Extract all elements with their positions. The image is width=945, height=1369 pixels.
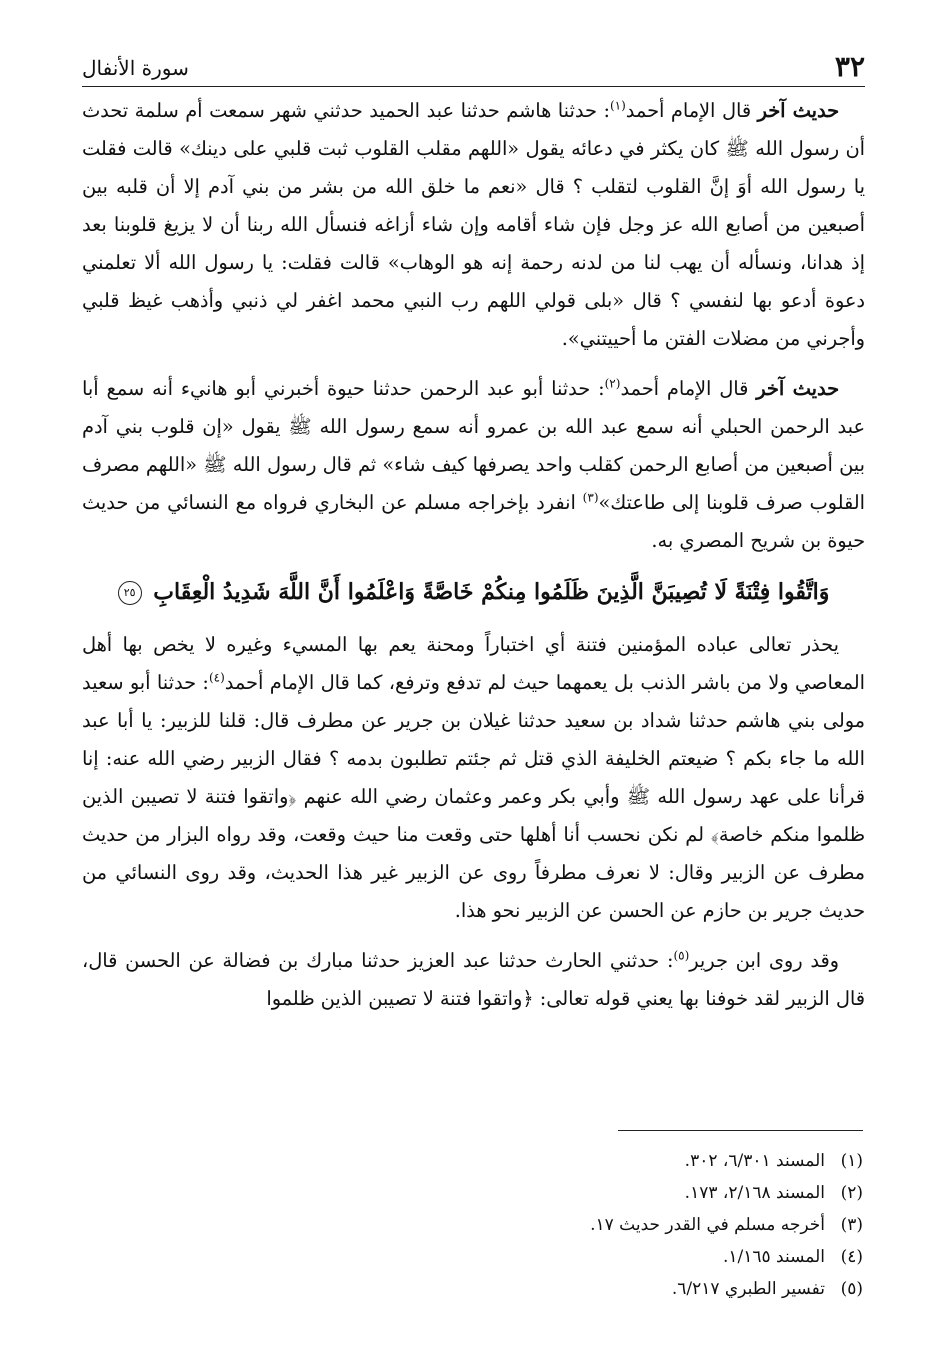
footnote-number: (٢) bbox=[840, 1183, 863, 1203]
footnote-number: (٣) bbox=[840, 1215, 863, 1235]
paragraph-text: : حدثنا أبو سعيد مولى بني هاشم حدثنا شداد بن سعيد حدثنا غيلان بن جرير عن مطرف قال: قلنا للزبير: يا أبا عبد الله ما جاء بكم ؟ ضيعتم الخليفة الذي قتل ثم جئتم تطلبون بدمه ؟ فقال الزبير رضي الله عنه: إنا قرأنا على عهد رسول الله ﷺ وأبي بكر وعمر وعثمان رضي الله عنهم ﴿واتقوا فتنة لا تصيبن الذين ظلموا منكم خاصة﴾ لم نكن نحسب أنا أهلها حتى وقعت منا حيث وقعت، وقد رواه البزار من حديث مطرف عن الزبير وقال: لا نعرف مطرفاً روى عن الزبير غير هذا الحديث، وقد روى النسائي من حديث جرير بن حازم عن الحسن عن الزبير نحو هذا. bbox=[82, 671, 865, 922]
footnote-number: (٥) bbox=[840, 1279, 863, 1299]
footnote-item bbox=[80, 1241, 863, 1273]
footnote-ref: (٥) bbox=[673, 948, 690, 963]
paragraph-text: : حدثنا هاشم حدثنا عبد الحميد حدثني شهر سمعت أم سلمة تحدث أن رسول الله ﷺ كان يكثر في دعائه يقول «اللهم مقلب القلوب ثبت قلبي على دينك» قالت فقلت يا رسول الله أوَ إنَّ القلوب لتقلب ؟ قال «نعم ما خلق الله من بشر من بني آدم إلا أن قلبه بين أصبعين من أصابع الله عز وجل فإن شاء أقامه وإن شاء أزاغه فنسأل الله ربنا أن لا يزيغ قلوبنا بعد إذ هدانا، ونسأله أن يهب لنا من لدنه رحمة إنه هو الوهاب» قالت فقلت: يا رسول الله ألا تعلمني دعوة أدعو بها لنفسي ؟ قال «بلى قولي اللهم رب النبي محمد اغفر لي ذنبي وأذهب غيظ قلبي وأجرني من مضلات الفتن ما أحييتني». bbox=[82, 99, 865, 350]
footnote-ref: (١) bbox=[609, 98, 626, 113]
paragraph-text: انفرد بإخراجه مسلم عن البخاري فرواه مع النسائي من حديث حيوة بن شريح المصري به. bbox=[82, 491, 865, 552]
page-header bbox=[82, 50, 865, 87]
footnote-text: أخرجه مسلم في القدر حديث ١٧. bbox=[590, 1215, 825, 1235]
footnote-divider bbox=[618, 1130, 863, 1131]
paragraph-lead: حديث آخر bbox=[756, 377, 839, 400]
footnote-number: (٤) bbox=[840, 1247, 863, 1267]
main-text bbox=[82, 92, 865, 1030]
surah-name: سورة الأنفال bbox=[82, 56, 189, 80]
footnote-ref: (٤) bbox=[208, 670, 225, 685]
paragraph-text: وقد روى ابن جرير bbox=[689, 949, 839, 972]
footnote-ref: (٢) bbox=[604, 376, 621, 391]
page-number: ٣٢ bbox=[834, 50, 865, 83]
footnote-text: المسند ٦/٣٠١، ٣٠٢. bbox=[684, 1151, 825, 1171]
paragraph-text: قال الإمام أحمد bbox=[620, 377, 757, 400]
quran-verse bbox=[82, 572, 865, 612]
footnote-item bbox=[80, 1145, 863, 1177]
footnote-item bbox=[80, 1209, 863, 1241]
paragraph-lead: حديث آخر bbox=[757, 99, 840, 122]
footnote-item bbox=[80, 1177, 863, 1209]
footnotes bbox=[80, 1145, 863, 1305]
paragraph-text: : حدثني الحارث حدثنا عبد العزيز حدثنا مبارك بن فضالة عن الحسن قال، قال الزبير لقد خوفنا بها يعني قوله تعالى: ﴿واتقوا فتنة لا تصيبن الذين ظلموا bbox=[82, 949, 865, 1010]
paragraph-text: : حدثنا أبو عبد الرحمن حدثنا حيوة أخبرني أبو هانيء أنه سمع أبا عبد الرحمن الحبلي أنه سمع عبد الله بن عمرو أنه سمع رسول الله ﷺ يقول «إن قلوب بني آدم بين أصبعين من أصابع الرحمن كقلب واحد يصرفها كيف شاء» ثم قال رسول الله ﷺ «اللهم مصرف القلوب صرف قلوبنا إلى طاعتك» bbox=[82, 377, 865, 514]
paragraph-text: يحذر تعالى عباده المؤمنين فتنة أي اختباراً ومحنة يعم بها المسيء وغيره لا يخص بها أهل المعاصي ولا من باشر الذنب بل يعمهما حيث لم تدفع وترفع، كما قال الإمام أحمد bbox=[82, 633, 866, 694]
footnote-text: المسند ٢/١٦٨، ١٧٣. bbox=[684, 1183, 825, 1203]
footnote-text: المسند ١/١٦٥. bbox=[722, 1247, 825, 1267]
footnote-text: تفسير الطبري ٦/٢١٧. bbox=[671, 1279, 825, 1299]
paragraph-text: قال الإمام أحمد bbox=[625, 99, 758, 122]
footnote-ref: (٣) bbox=[582, 490, 599, 505]
footnote-number: (١) bbox=[840, 1151, 863, 1171]
footnote-item bbox=[80, 1273, 863, 1305]
tafsir-paragraph-1 bbox=[82, 626, 865, 930]
tafsir-paragraph-2 bbox=[82, 942, 865, 1018]
hadith-paragraph-1 bbox=[82, 92, 865, 358]
hadith-paragraph-2 bbox=[82, 370, 865, 560]
verse-number: ٢٥ bbox=[118, 581, 142, 605]
verse-text: وَاتَّقُوا فِتْنَةً لَا تُصِيبَنَّ الَّذِينَ ظَلَمُوا مِنكُمْ خَاصَّةً وَاعْلَمُوا أَنَّ اللَّهَ شَدِيدُ الْعِقَابِ bbox=[153, 579, 830, 605]
